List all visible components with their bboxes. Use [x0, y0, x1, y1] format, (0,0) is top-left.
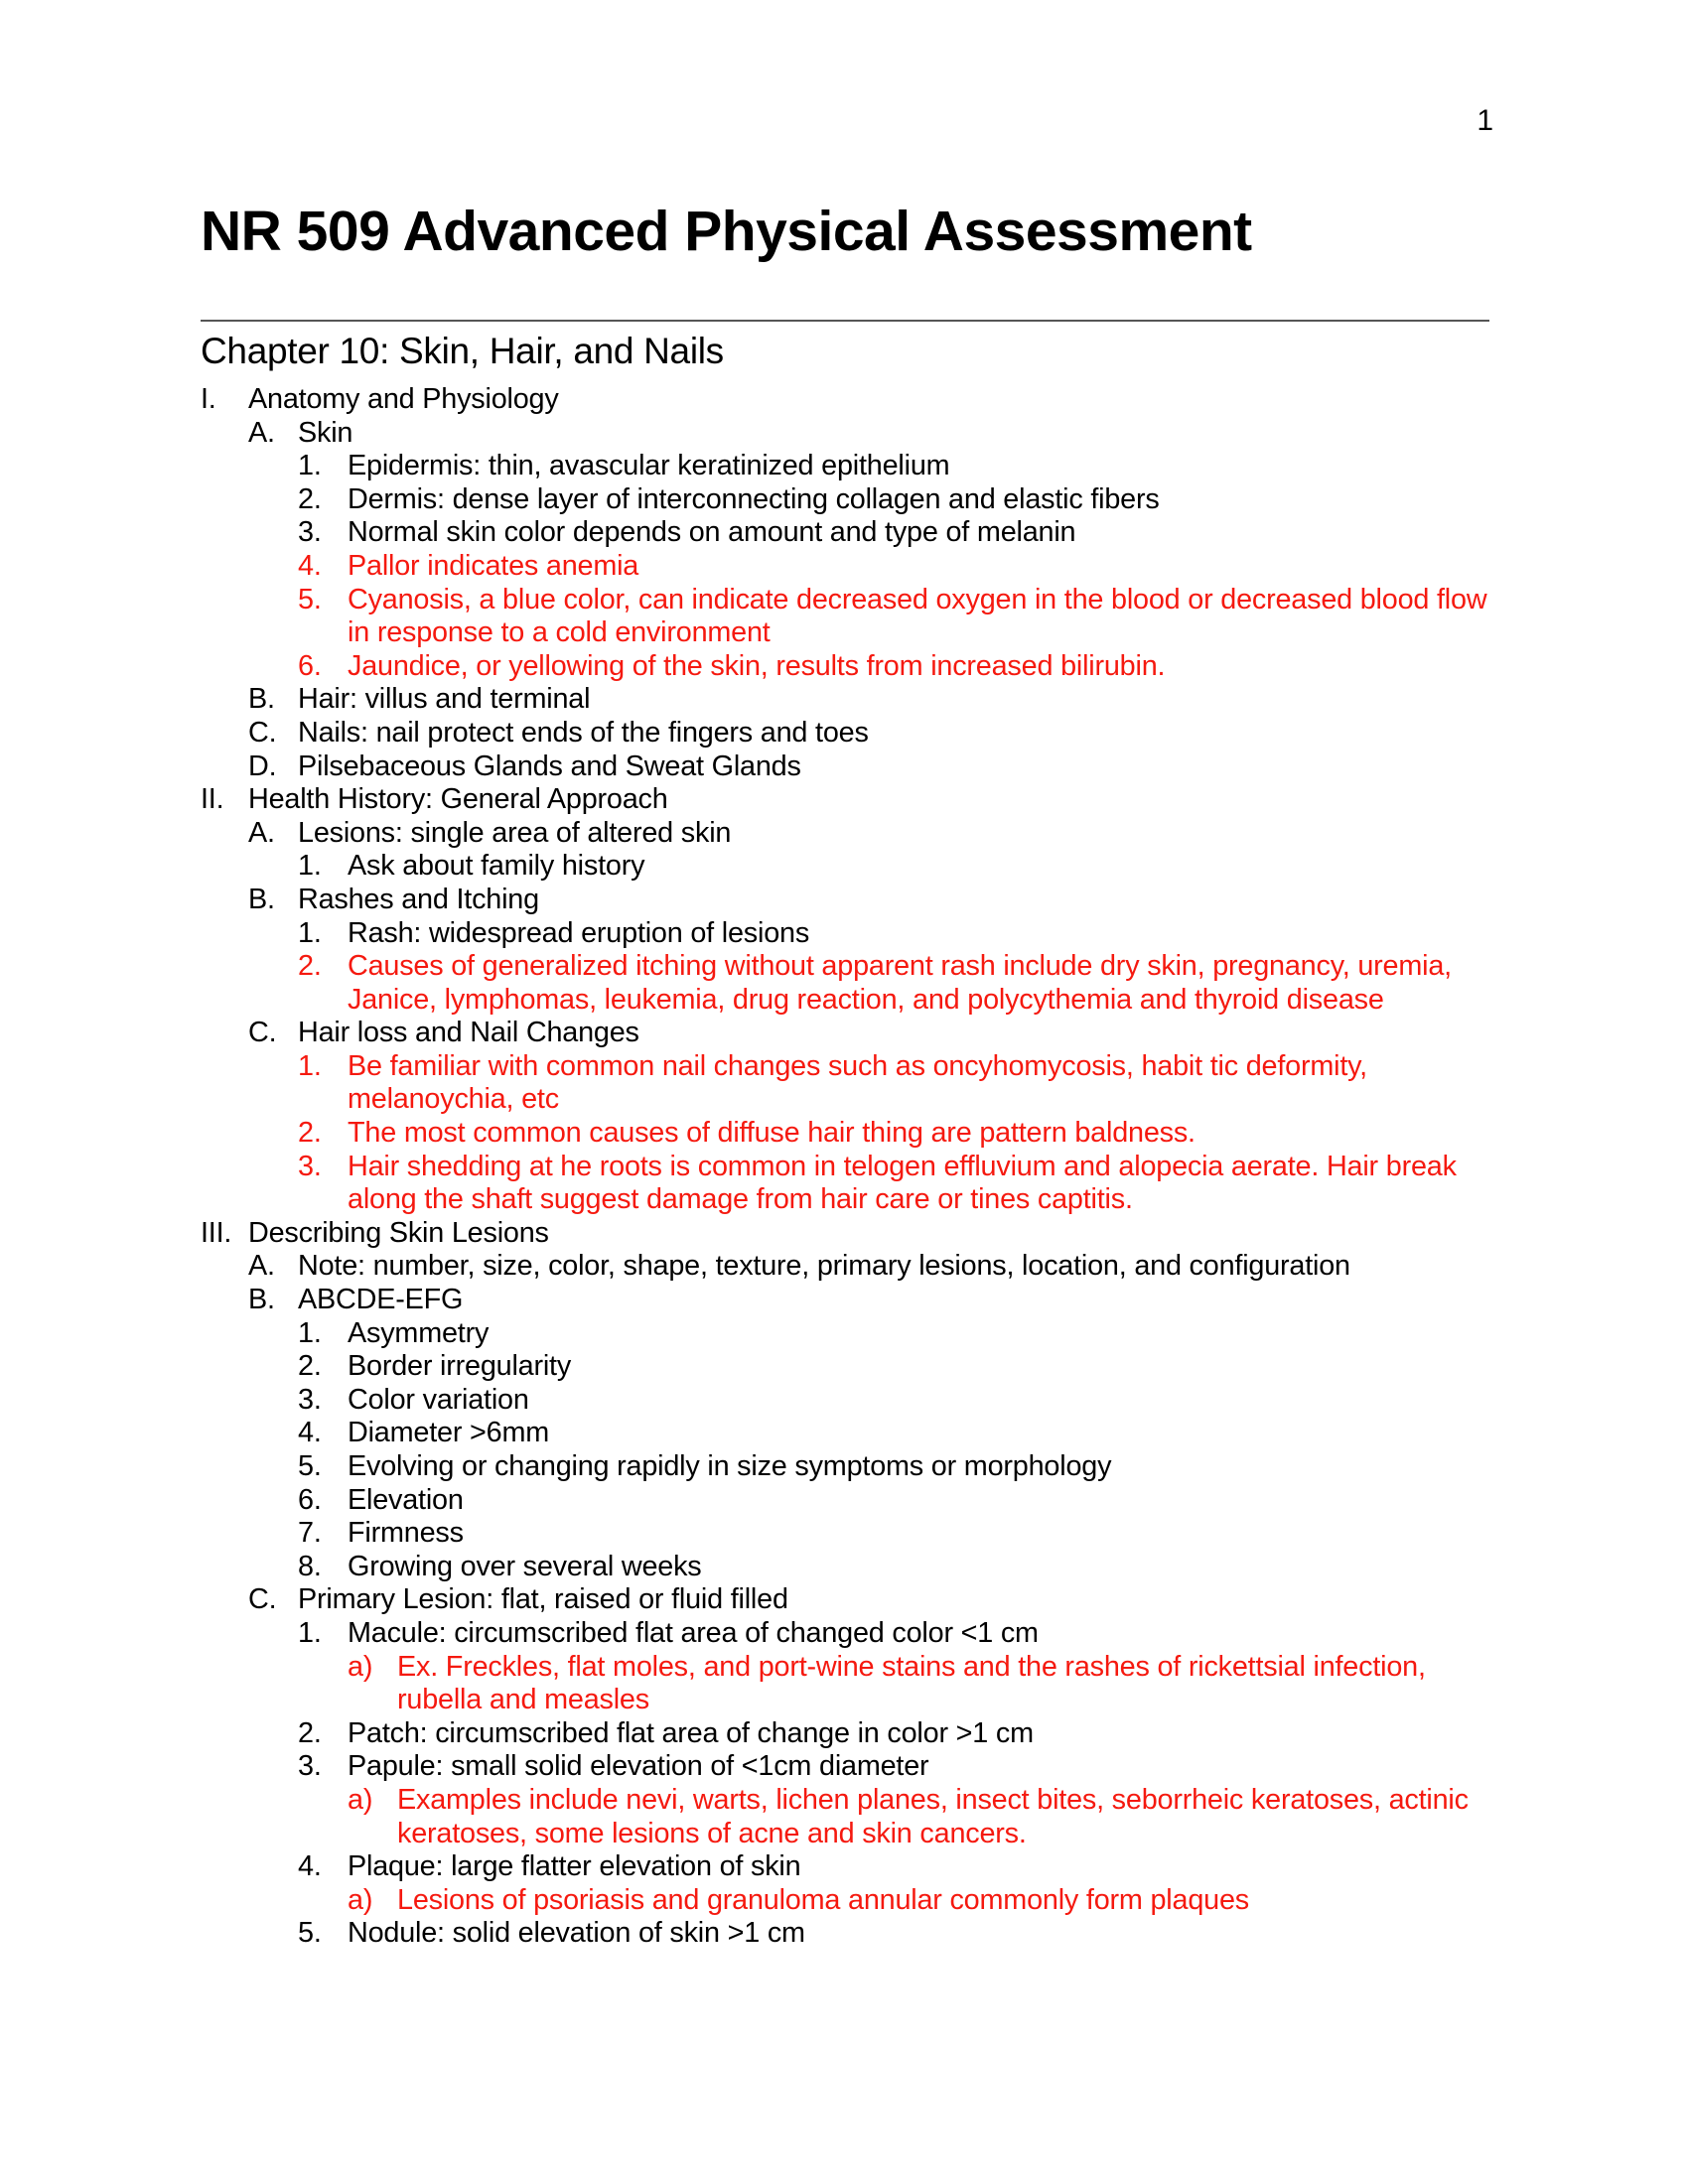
- outline-text: Patch: circumscribed flat area of change in color >1 cm: [348, 1716, 1034, 1749]
- outline-item: [201, 850, 1491, 884]
- outline-item: [201, 783, 1491, 817]
- outline-text: Lesions of psoriasis and granuloma annular commonly form plaques: [397, 1883, 1249, 1916]
- outline-text: Hair shedding at he roots is common in telogen effluvium and alopecia aerate. Hair break along the shaft suggest damage from hair care or tines captitis.: [348, 1150, 1457, 1216]
- outline-item: [201, 1484, 1491, 1518]
- document-title: NR 509 Advanced Physical Assessment: [201, 200, 1252, 263]
- outline-text: Health History: General Approach: [248, 783, 668, 816]
- outline-item: [201, 1151, 1491, 1217]
- outline-item: [201, 1284, 1491, 1317]
- outline-item: [201, 450, 1491, 483]
- outline-marker: C.: [248, 716, 277, 749]
- outline-text: Evolving or changing rapidly in size symptoms or morphology: [348, 1450, 1112, 1482]
- outline-item: [201, 550, 1491, 584]
- outline-text: Normal skin color depends on amount and type of melanin: [348, 516, 1076, 549]
- outline-item: [201, 950, 1491, 1017]
- outline-item: [201, 1050, 1491, 1117]
- outline-item: [201, 917, 1491, 951]
- outline-text: Border irregularity: [348, 1350, 572, 1383]
- outline-text: ABCDE-EFG: [298, 1284, 464, 1316]
- outline-text: Note: number, size, color, shape, texture, primary lesions, location, and configuration: [298, 1250, 1350, 1283]
- outline-item: [201, 1384, 1491, 1418]
- outline-item: [201, 1017, 1491, 1050]
- outline-item: [201, 1551, 1491, 1584]
- outline-marker: 7.: [298, 1517, 322, 1550]
- outline-marker: III.: [201, 1216, 232, 1249]
- outline-text: Cyanosis, a blue color, can indicate decreased oxygen in the blood or decreased blood flow in response to a cold environment: [348, 583, 1487, 649]
- outline-item: [201, 1350, 1491, 1384]
- outline-text: Hair loss and Nail Changes: [298, 1017, 639, 1049]
- outline-item: [201, 1850, 1491, 1884]
- outline-item: [201, 1617, 1491, 1651]
- outline-marker: 1.: [298, 1616, 322, 1649]
- outline-text: Rash: widespread eruption of lesions: [348, 916, 810, 949]
- outline-list: [201, 383, 1491, 1951]
- outline-text: Skin: [298, 416, 353, 449]
- outline-marker: C.: [248, 1017, 277, 1049]
- outline-item: [201, 1317, 1491, 1351]
- outline-item: [201, 1517, 1491, 1551]
- outline-text: Be familiar with common nail changes such as oncyhomycosis, habit tic deformity, melanoychia, etc: [348, 1049, 1367, 1116]
- outline-text: Papule: small solid elevation of <1cm diameter: [348, 1750, 929, 1783]
- outline-marker: A.: [248, 816, 275, 849]
- outline-item: [201, 483, 1491, 517]
- outline-text: Describing Skin Lesions: [248, 1216, 549, 1249]
- outline-marker: 8.: [298, 1550, 322, 1582]
- outline-item: [201, 1450, 1491, 1484]
- outline-text: Elevation: [348, 1483, 464, 1516]
- outline-marker: a): [348, 1883, 373, 1916]
- outline-marker: 4.: [298, 1417, 322, 1449]
- outline-marker: 4.: [298, 1850, 322, 1883]
- outline-item: [201, 683, 1491, 717]
- page-number: 1: [1477, 104, 1493, 137]
- outline-text: Ask about family history: [348, 850, 645, 883]
- outline-text: Hair: villus and terminal: [298, 683, 591, 716]
- outline-item: [201, 1583, 1491, 1617]
- outline-marker: 5.: [298, 583, 322, 615]
- outline-marker: 2.: [298, 1716, 322, 1749]
- outline-marker: 5.: [298, 1917, 322, 1950]
- outline-marker: 3.: [298, 1383, 322, 1416]
- outline-marker: 3.: [298, 1150, 322, 1182]
- outline-item: [201, 383, 1491, 417]
- outline-text: Pallor indicates anemia: [348, 549, 639, 582]
- outline-marker: II.: [201, 783, 224, 816]
- outline-marker: 4.: [298, 549, 322, 582]
- outline-item: [201, 1784, 1491, 1850]
- outline-item: [201, 1717, 1491, 1751]
- outline-item: [201, 417, 1491, 451]
- outline-marker: C.: [248, 1583, 277, 1616]
- outline-marker: 3.: [298, 516, 322, 549]
- outline-text: Jaundice, or yellowing of the skin, results from increased bilirubin.: [348, 649, 1166, 682]
- outline-marker: a): [348, 1650, 373, 1683]
- outline-item: [201, 1917, 1491, 1951]
- outline-marker: 6.: [298, 1483, 322, 1516]
- outline-text: Color variation: [348, 1383, 529, 1416]
- outline-marker: I.: [201, 383, 216, 415]
- outline-text: Growing over several weeks: [348, 1550, 702, 1582]
- title-divider: [201, 320, 1489, 322]
- outline-text: Pilsebaceous Glands and Sweat Glands: [298, 750, 801, 782]
- outline-item: [201, 817, 1491, 851]
- outline-marker: 2.: [298, 950, 322, 983]
- outline-marker: 5.: [298, 1450, 322, 1482]
- outline-marker: 1.: [298, 1049, 322, 1082]
- outline-item: [201, 1651, 1491, 1717]
- outline-marker: 2.: [298, 1117, 322, 1150]
- outline-item: [201, 1217, 1491, 1251]
- outline-marker: 1.: [298, 916, 322, 949]
- outline-text: Primary Lesion: flat, raised or fluid filled: [298, 1583, 788, 1616]
- outline-marker: 1.: [298, 450, 322, 482]
- outline-item: [201, 1750, 1491, 1784]
- outline-item: [201, 1117, 1491, 1151]
- outline-marker: 1.: [298, 850, 322, 883]
- outline-text: Lesions: single area of altered skin: [298, 816, 732, 849]
- outline-item: [201, 1884, 1491, 1918]
- outline-text: Ex. Freckles, flat moles, and port-wine stains and the rashes of rickettsial infection, rubella and measles: [397, 1650, 1426, 1716]
- outline-item: [201, 884, 1491, 917]
- outline-marker: 1.: [298, 1316, 322, 1349]
- outline-text: Rashes and Itching: [298, 883, 539, 915]
- chapter-heading: Chapter 10: Skin, Hair, and Nails: [201, 331, 724, 371]
- outline-marker: B.: [248, 1284, 275, 1316]
- outline-text: The most common causes of diffuse hair thing are pattern baldness.: [348, 1117, 1196, 1150]
- outline-marker: a): [348, 1783, 373, 1816]
- outline-marker: D.: [248, 750, 277, 782]
- outline-text: Diameter >6mm: [348, 1417, 550, 1449]
- outline-text: Dermis: dense layer of interconnecting collagen and elastic fibers: [348, 482, 1160, 515]
- outline-item: [201, 717, 1491, 751]
- outline-text: Causes of generalized itching without apparent rash include dry skin, pregnancy, uremia, Janice, lymphomas, leukemia, drug reaction, and polycythemia and thyroid disease: [348, 950, 1452, 1016]
- outline-item: [201, 584, 1491, 650]
- outline-marker: A.: [248, 1250, 275, 1283]
- outline-item: [201, 650, 1491, 684]
- outline-text: Epidermis: thin, avascular keratinized epithelium: [348, 450, 950, 482]
- outline-marker: 3.: [298, 1750, 322, 1783]
- outline-marker: B.: [248, 883, 275, 915]
- outline-marker: B.: [248, 683, 275, 716]
- outline-text: Nodule: solid elevation of skin >1 cm: [348, 1917, 805, 1950]
- outline-text: Plaque: large flatter elevation of skin: [348, 1850, 801, 1883]
- outline-marker: 6.: [298, 649, 322, 682]
- outline-text: Asymmetry: [348, 1316, 490, 1349]
- outline-text: Anatomy and Physiology: [248, 383, 559, 415]
- outline-marker: 2.: [298, 482, 322, 515]
- outline-item: [201, 751, 1491, 784]
- outline-text: Macule: circumscribed flat area of changed color <1 cm: [348, 1616, 1039, 1649]
- outline-item: [201, 1250, 1491, 1284]
- outline-marker: A.: [248, 416, 275, 449]
- outline-item: [201, 516, 1491, 550]
- outline-item: [201, 1417, 1491, 1450]
- outline-text: Examples include nevi, warts, lichen planes, insect bites, seborrheic keratoses, actinic keratoses, some lesions of acne and skin cancers.: [397, 1783, 1469, 1849]
- outline-text: Firmness: [348, 1517, 464, 1550]
- outline-marker: 2.: [298, 1350, 322, 1383]
- outline-text: Nails: nail protect ends of the fingers and toes: [298, 716, 869, 749]
